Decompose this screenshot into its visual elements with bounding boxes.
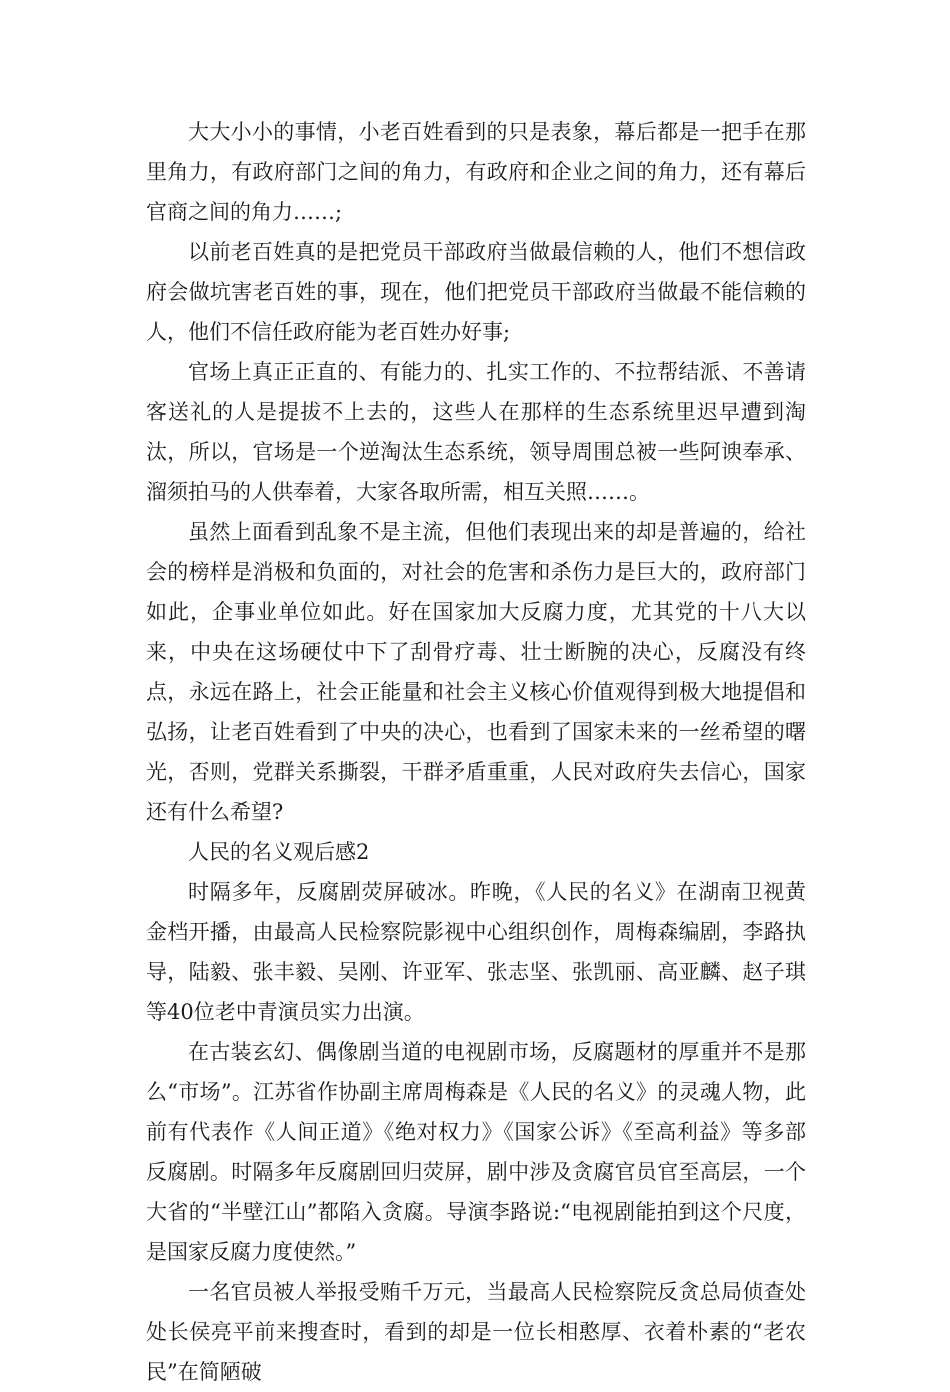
document-body	[146, 112, 806, 1392]
paragraph-official-case: 一名官员被人举报受贿千万元，当最高人民检察院反贪总局侦查处处长侯亮平前来搜查时，看到的却是一位长相憨厚、衣着朴素的“老农民”在简陋破	[146, 1280, 806, 1384]
paragraph-drama-market: 在古装玄幻、偶像剧当道的电视剧市场，反腐题材的厚重并不是那么“市场”。江苏省作协副主席周梅森是《人民的名义》的灵魂人物，此前有代表作《人间正道》《绝对权力》《国家公诉》《至高利益》等多部反腐剧。时隔多年反腐剧回归荧屏，剧中涉及贪腐官员官至高层，一个大省的“半壁江山”都陷入贪腐。导演李路说:“电视剧能拍到这个尺度，是国家反腐力度使然。”	[146, 1040, 806, 1264]
paragraph-public-trust: 以前老百姓真的是把党员干部政府当做最信赖的人，他们不想信政府会做坑害老百姓的事，现在，他们把党员干部政府当做最不能信赖的人，他们不信任政府能为老百姓办好事;	[146, 240, 806, 344]
paragraph-anti-corruption: 虽然上面看到乱象不是主流，但他们表现出来的却是普遍的，给社会的榜样是消极和负面的，对社会的危害和杀伤力是巨大的，政府部门如此，企事业单位如此。好在国家加大反腐力度，尤其党的十八大以来，中央在这场硬仗中下了刮骨疗毒、壮士断腕的决心，反腐没有终点，永远在路上，社会正能量和社会主义核心价值观得到极大地提倡和弘扬，让老百姓看到了中央的决心，也看到了国家未来的一丝希望的曙光，否则，党群关系撕裂，干群矛盾重重，人民对政府失去信心，国家还有什么希望?	[146, 520, 806, 824]
paragraph-power-struggle: 大大小小的事情，小老百姓看到的只是表象，幕后都是一把手在那里角力，有政府部门之间的角力，有政府和企业之间的角力，还有幕后官商之间的角力……;	[146, 120, 806, 224]
section-heading: 人民的名义观后感2	[188, 840, 370, 864]
paragraph-drama-premiere: 时隔多年，反腐剧荧屏破冰。昨晚，《人民的名义》在湖南卫视黄金档开播，由最高人民检察院影视中心组织创作，周梅森编剧，李路执导，陆毅、张丰毅、吴刚、许亚军、张志坚、张凯丽、高亚麟、赵子琪等40位老中青演员实力出演。	[146, 880, 806, 1024]
paragraph-officialdom: 官场上真正正直的、有能力的、扎实工作的、不拉帮结派、不善请客送礼的人是提拔不上去的，这些人在那样的生态系统里迟早遭到淘汰，所以，官场是一个逆淘汰生态系统，领导周围总被一些阿谀奉承、溜须拍马的人供奉着，大家各取所需，相互关照……。	[146, 360, 806, 504]
